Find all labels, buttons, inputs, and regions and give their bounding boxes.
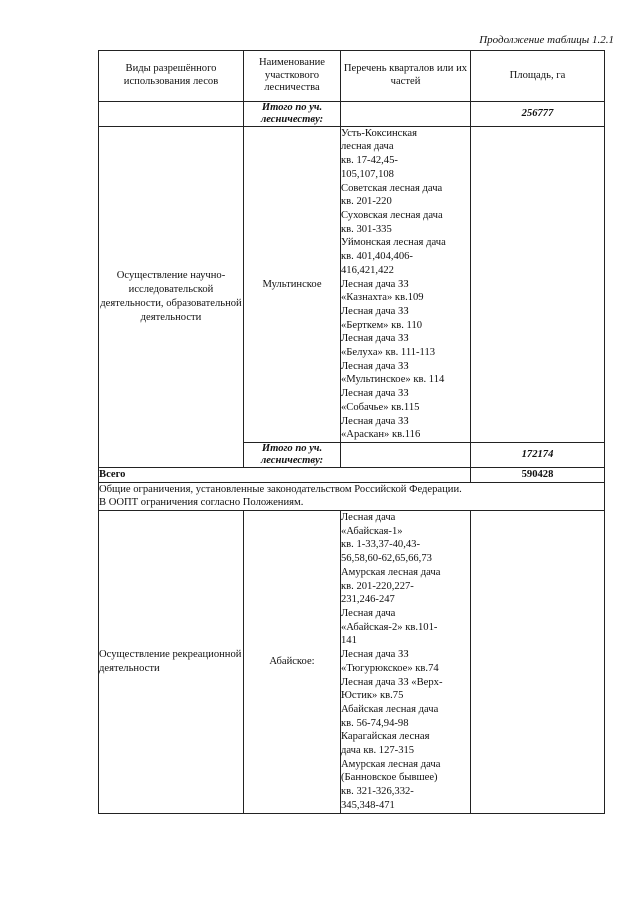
header-forestry: Наименование участкового лесничества	[244, 51, 341, 102]
subtotal-value: 172174	[471, 442, 605, 467]
grand-total-row	[99, 467, 605, 482]
forestry-abayskoe: Абайское:	[244, 511, 341, 813]
research-row	[99, 126, 605, 442]
restrictions-line-2: В ООПТ ограничения согласно Положениям.	[99, 497, 304, 509]
empty-cell	[341, 101, 471, 126]
subtotal-value: 256777	[471, 101, 605, 126]
header-row	[99, 51, 605, 102]
restrictions-note	[99, 482, 605, 510]
top-subtotal-row	[99, 101, 605, 126]
use-type-recreation: Осуществление рекреационной деятельности	[99, 511, 244, 813]
quarters-list-recreation: Лесная дача «Абайская-1» кв. 1-33,37-40,43- 56,58,60-62,65,66,73 Амурская лесная дача кв. 201-220,227- 231,246-247 Лесная дача «Абайская-2» кв.101- 141 Лесная дача ЗЗ «Тюгурюкское» кв.74 Лесная дача ЗЗ «Верх- Юстик» кв.75 Абайская лесная дача кв. 56-74,94-98 Карагайская лесная дача кв. 127-315 Амурская лесная дача (Банновское бывшее) кв. 321-326,332- 345,348-471	[341, 511, 471, 813]
header-area: Площадь, га	[471, 51, 605, 102]
grand-total-label: Всего	[99, 467, 471, 482]
quarters-list-research: Усть-Коксинская лесная дача кв. 17-42,45- 105,107,108 Советская лесная дача кв. 201-220 Суховская лесная дача кв. 301-335 Уймонская лесная дача кв. 401,404,406- 416,421,422 Лесная дача ЗЗ «Казнахта» кв.109 Лесная дача ЗЗ «Берткем» кв. 110 Лесная дача ЗЗ «Белуха» кв. 111-113 Лесная дача ЗЗ «Мультинское» кв. 114 Лесная дача ЗЗ «Собачье» кв.115 Лесная дача ЗЗ «Араскан» кв.116	[341, 126, 471, 442]
continuation-label: Продолжение таблицы 1.2.1	[479, 34, 614, 46]
restrictions-line-1: Общие ограничения, установленные законодательством Российской Федерации.	[99, 483, 462, 495]
empty-cell	[471, 511, 605, 813]
empty-cell	[99, 101, 244, 126]
empty-cell	[471, 126, 605, 442]
subtotal-label: Итого по уч. лесничеству:	[244, 442, 341, 467]
header-use-type: Виды разрешённого использования лесов	[99, 51, 244, 102]
empty-cell	[341, 442, 471, 467]
forest-use-table	[98, 50, 605, 814]
restrictions-row	[99, 482, 605, 510]
subtotal-label: Итого по уч. лесничеству:	[244, 101, 341, 126]
use-type-research: Осуществление научно-исследовательской деятельности, образовательной деятельности	[99, 126, 244, 467]
recreation-row	[99, 511, 605, 813]
header-quarters: Перечень кварталов или их частей	[341, 51, 471, 102]
grand-total-value: 590428	[471, 467, 605, 482]
forestry-multinskoe: Мультинское	[244, 126, 341, 442]
